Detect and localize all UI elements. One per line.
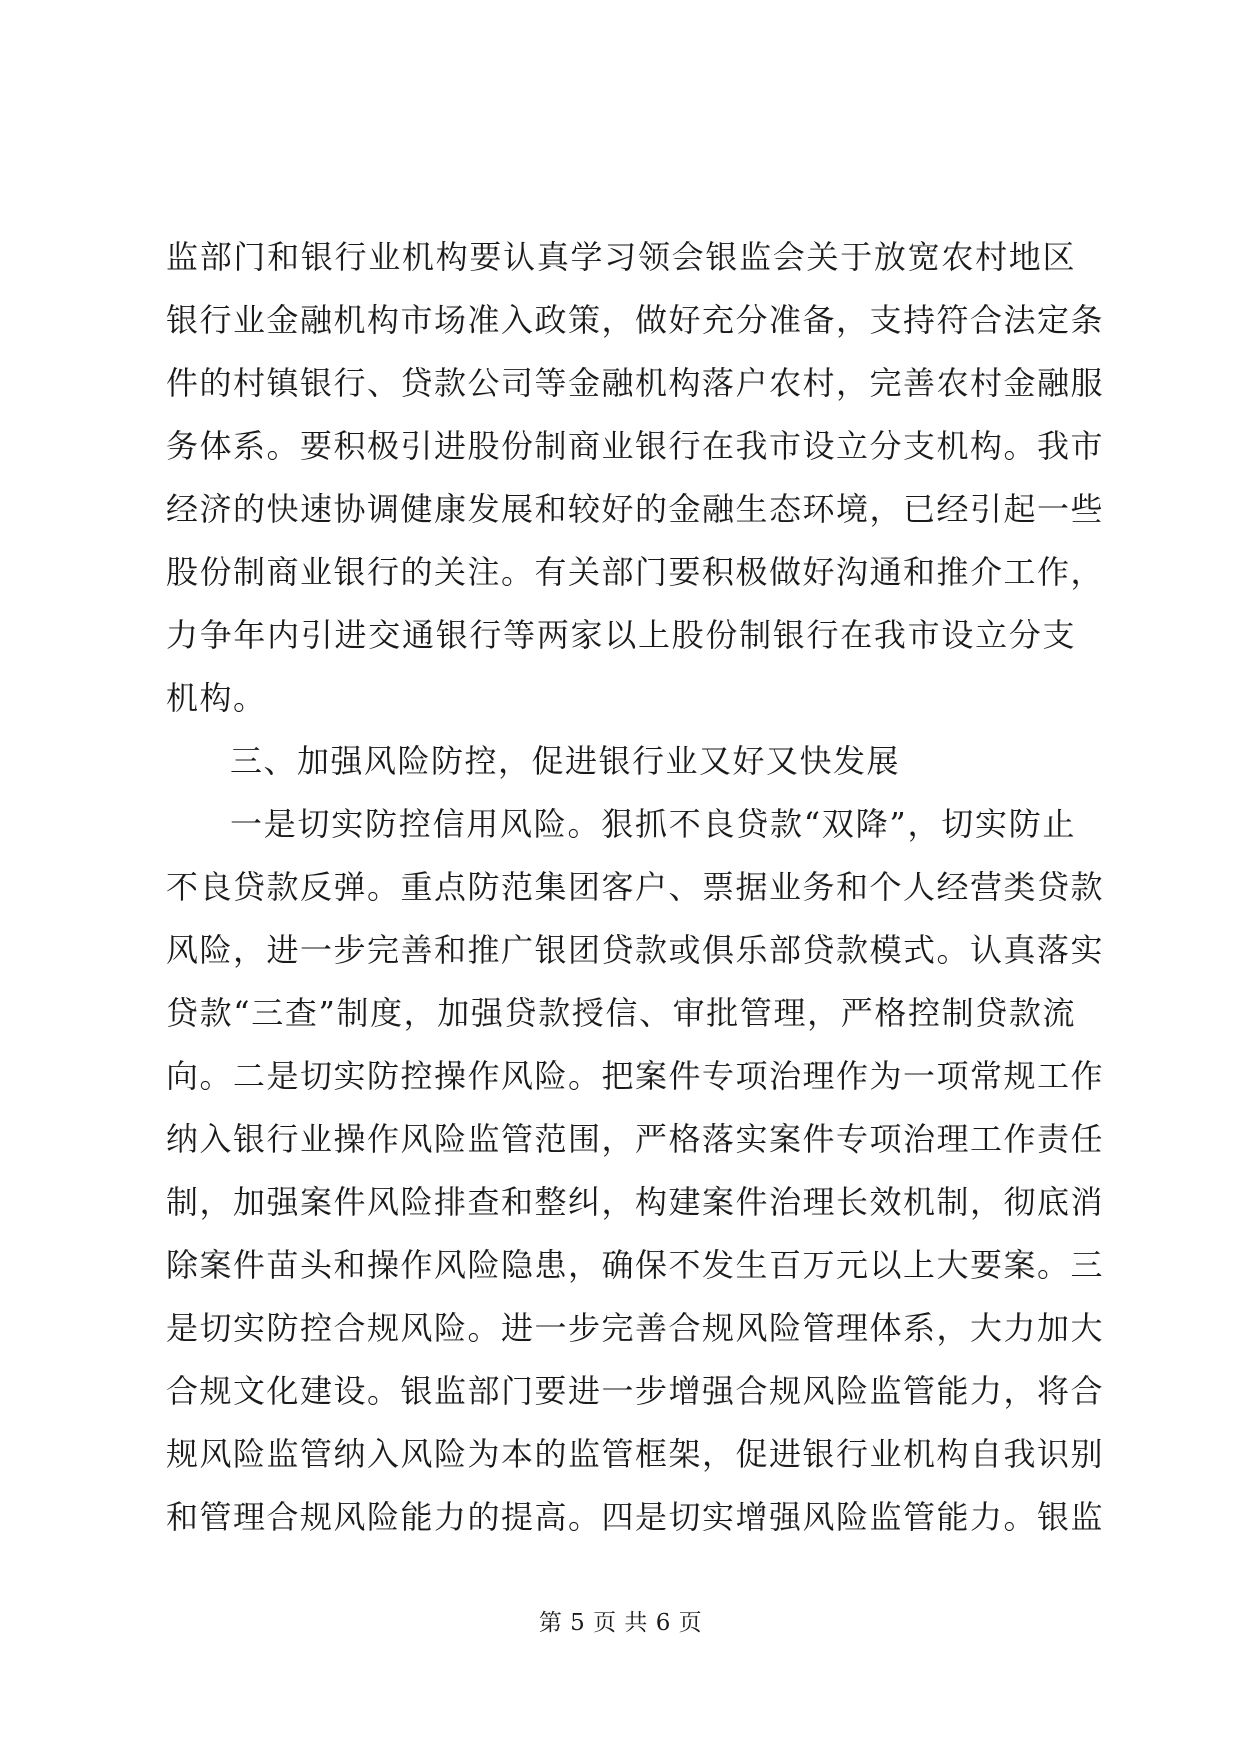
paragraph-1-line-3: 件的村镇银行、贷款公司等金融机构落户农村，完善农村金融服 <box>166 364 1105 402</box>
paragraph-1-line-7: 力争年内引进交通银行等两家以上股份制银行在我市设立分支 <box>166 616 1076 654</box>
paragraph-1-line-1: 监部门和银行业机构要认真学习领会银监会关于放宽农村地区 <box>166 238 1076 276</box>
paragraph-3-line-8: 除案件苗头和操作风险隐患，确保不发生百万元以上大要案。三 <box>166 1246 1105 1284</box>
paragraph-1-line-8: 机构。 <box>166 679 267 717</box>
paragraph-3-line-2: 不良贷款反弹。重点防范集团客户、票据业务和个人经营类贷款 <box>166 868 1105 906</box>
paragraph-1-line-5: 经济的快速协调健康发展和较好的金融生态环境，已经引起一些 <box>166 490 1105 528</box>
paragraph-3-line-4: 贷款“三查”制度，加强贷款授信、审批管理，严格控制贷款流 <box>166 994 1076 1032</box>
paragraph-1-line-2: 银行业金融机构市场准入政策，做好充分准备，支持符合法定条 <box>166 301 1105 339</box>
paragraph-3-line-9: 是切实防控合规风险。进一步完善合规风险管理体系，大力加大 <box>166 1309 1105 1347</box>
paragraph-3-line-10: 合规文化建设。银监部门要进一步增强合规风险监管能力，将合 <box>166 1372 1105 1410</box>
paragraph-1-line-4: 务体系。要积极引进股份制商业银行在我市设立分支机构。我市 <box>166 427 1105 465</box>
section-heading: 三、加强风险防控，促进银行业又好又快发展 <box>230 742 901 780</box>
paragraph-3-line-5: 向。二是切实防控操作风险。把案件专项治理作为一项常规工作 <box>166 1057 1105 1095</box>
paragraph-3-line-1: 一是切实防控信用风险。狠抓不良贷款“双降”，切实防止 <box>230 805 1076 843</box>
paragraph-3-line-6: 纳入银行业操作风险监管范围，严格落实案件专项治理工作责任 <box>166 1120 1105 1158</box>
paragraph-1-line-6: 股份制商业银行的关注。有关部门要积极做好沟通和推介工作， <box>166 553 1105 591</box>
page-footer: 第 5 页 共 6 页 <box>538 1610 703 1636</box>
document-body <box>166 226 1105 1549</box>
paragraph-3-line-3: 风险，进一步完善和推广银团贷款或俱乐部贷款模式。认真落实 <box>166 931 1105 969</box>
paragraph-3-line-7: 制，加强案件风险排查和整纠，构建案件治理长效机制，彻底消 <box>166 1183 1105 1221</box>
paragraph-3-line-11: 规风险监管纳入风险为本的监管框架，促进银行业机构自我识别 <box>166 1435 1105 1473</box>
paragraph-3-line-12: 和管理合规风险能力的提高。四是切实增强风险监管能力。银监 <box>166 1498 1105 1536</box>
